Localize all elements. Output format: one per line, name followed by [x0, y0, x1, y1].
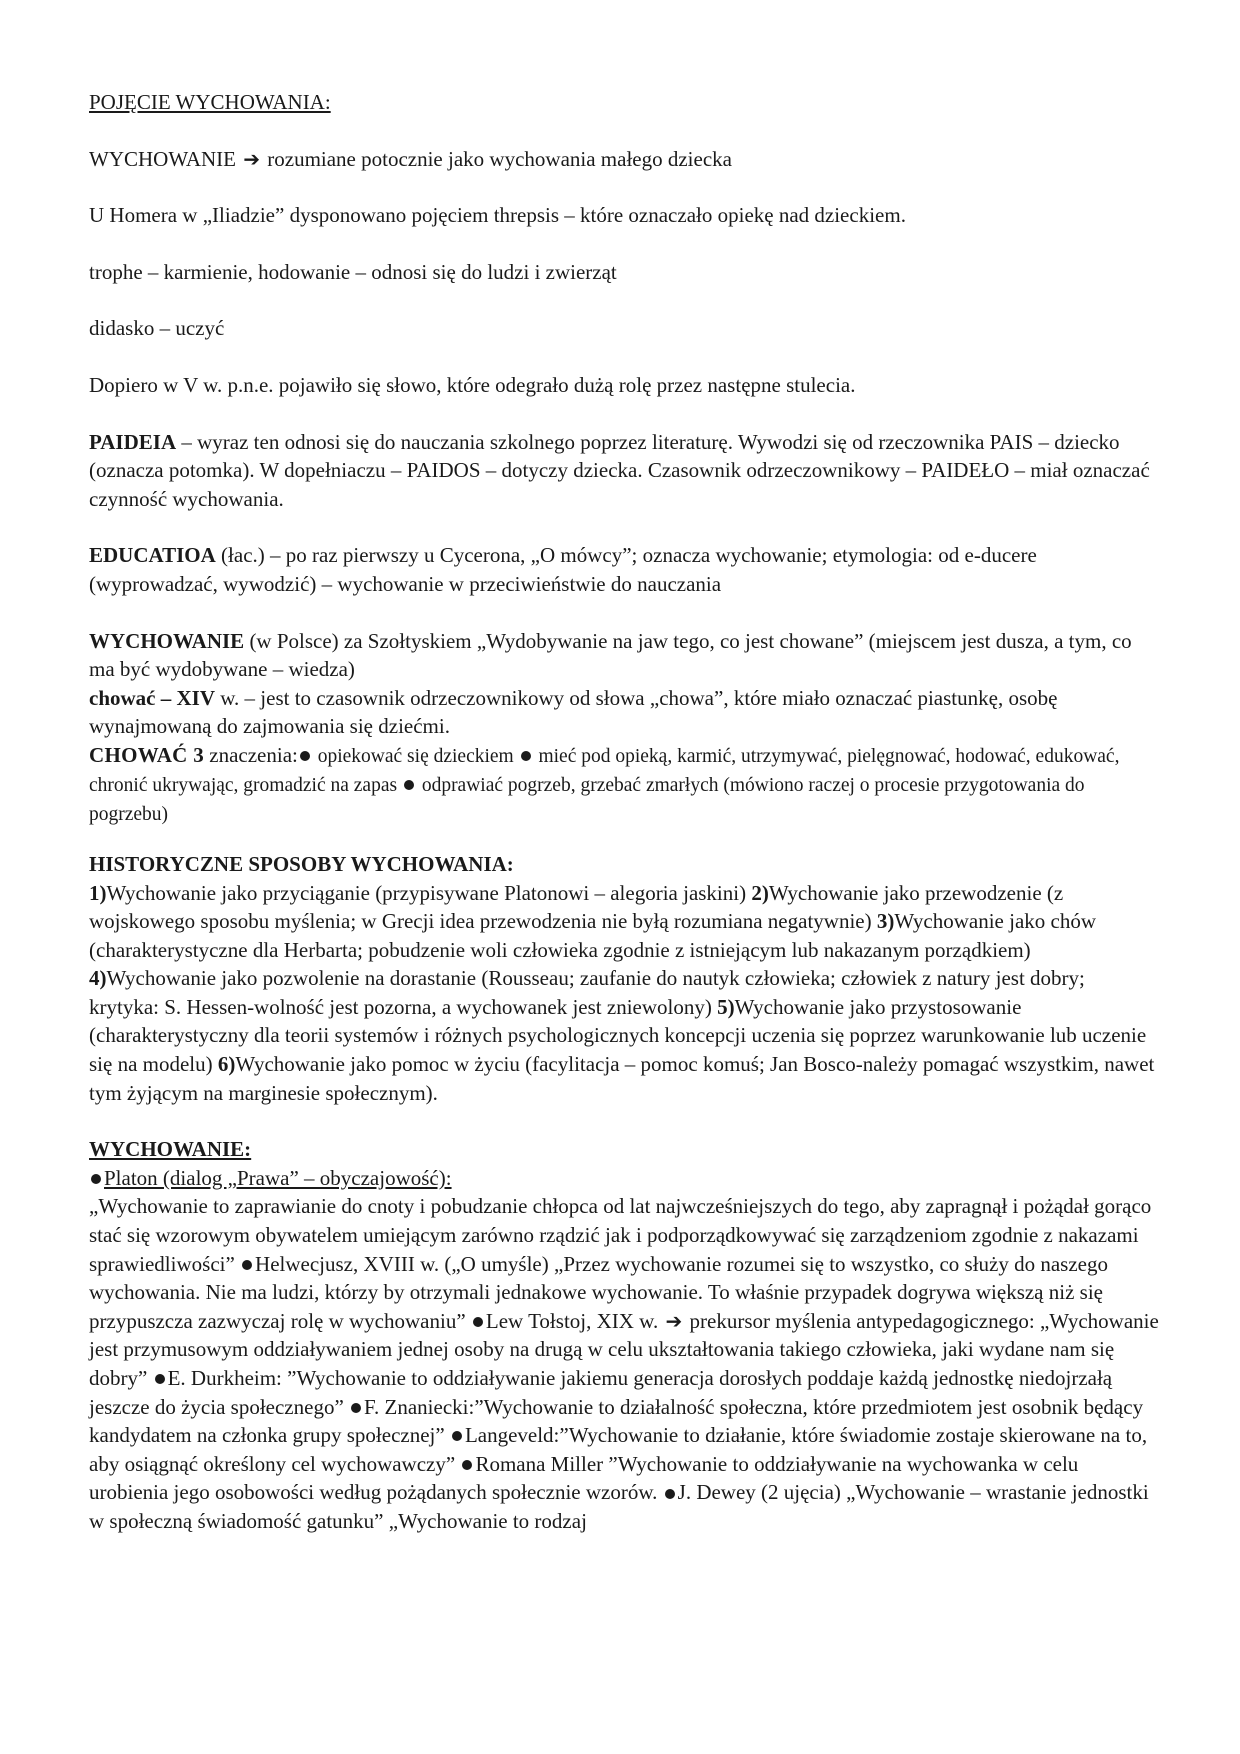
paideia-text: – wyraz ten odnosi się do nauczania szkolnego poprzez literaturę. Wywodzi się od rzeczownika PAIS – dziecko (oznacza potomka). W dopełniaczu – PAIDOS – dotyczy dziecka. Czasownik odrzeczownikowy – PAIDEŁO – miał oznaczać czynność wychowania. [89, 429, 1150, 511]
bullet-icon [452, 1431, 462, 1441]
bullet-icon [404, 780, 414, 790]
bullet-icon [473, 1317, 483, 1327]
paideia-term: PAIDEIA [89, 429, 177, 454]
wychowanie-pl-paragraph [89, 627, 1159, 684]
didasko-paragraph: didasko – uczyć [89, 316, 225, 341]
list-item: Wychowanie jako przyciąganie (przypisywane Platonowi – alegoria jaskini) [106, 880, 752, 905]
page-title: POJĘCIE WYCHOWANIA: [89, 90, 331, 114]
chowac3-item: odprawiać pogrzeb, grzebać zmarłych (mówiono raczej o procesie przygotowania do pogrzebu) [89, 774, 1085, 825]
definition: E. Durkheim: ”Wychowanie to oddziaływanie jakiemu generacja dorosłych poddaje każdą jednostkę niedojrzałą jeszcze do życia społecznego” [89, 1366, 1113, 1419]
definition: Langeveld:”Wychowanie to działanie, które świadomie zostaje skierowane na to, aby osiągnąć określony cel wychowawczy” [89, 1423, 1148, 1476]
bullet-icon [351, 1403, 361, 1413]
educatioa-text: (łac.) – po raz pierwszy u Cycerona, „O mówcy”; oznacza wychowanie; etymologia: od e-ducere (wyprowadzać, wywodzić) – wychowanie w przeciwieństwie do nauczania [89, 543, 1037, 596]
list-number: 5) [717, 994, 735, 1019]
chowac3-item: mieć pod opieką, karmić, utrzymywać, pielęgnować, hodować, edukować, chronić ukrywając, gromadzić na zapas [89, 745, 1120, 796]
chowac3-intro: znaczenia: [204, 742, 298, 767]
definition: Helwecjusz, XVIII w. („O umyśle) „Przez wychowanie rozumei się to wszystko, co służy do naszego wychowania. Nie ma ludzi, którzy by otrzymali jednakowe wychowanie. To właśnie przypadek dogrywa większą niż się przypuszcza zazwyczaj rolę w wychowaniu” [89, 1251, 1108, 1333]
right-arrow-icon: ➔ [665, 1308, 683, 1333]
bullet-icon [155, 1374, 165, 1384]
chowac3-item: opiekować się dzieckiem [312, 745, 519, 767]
list-number: 3) [876, 909, 895, 934]
list-item: Wychowanie jako przystosowanie (charakterystyczny dla teorii systemów i różnych psychologicznych koncepcji uczenia się poprzez warunkowanie lub uczenie się na modelu) [89, 994, 1147, 1077]
bullet-icon [91, 1174, 101, 1184]
chowac-paragraph [89, 684, 1159, 741]
list-item: Wychowanie jako przewodzenie (z wojskowego sposobu myślenia; w Grecji idea przewodzenia nie byłą rozumiana negatywnie) [89, 880, 1064, 934]
trophe-paragraph: trophe – karmienie, hodowanie – odnosi się do ludzi i zwierząt [89, 259, 617, 284]
bullet-icon [521, 751, 531, 761]
list-item: Wychowanie jako pozwolenie na dorastanie (Rousseau; zaufanie do nautyk człowieka; człowiek z natury jest dobry; krytyka: S. Hessen-wolność jest pozorna, a wychowanek jest zniewolony) [89, 966, 1085, 1019]
wychowanie-heading: WYCHOWANIE: [89, 1137, 252, 1162]
chowac3-term: CHOWAĆ 3 [89, 742, 204, 767]
list-number: 4) [89, 966, 107, 991]
document-page [89, 88, 1159, 1536]
list-number: 6) [217, 1052, 236, 1077]
list-number: 2) [751, 880, 769, 905]
chowac-term: chować – XIV [89, 685, 215, 710]
right-arrow-icon: ➔ [243, 146, 260, 171]
bullet-icon [462, 1460, 472, 1470]
definition: Romana Miller ”Wychowanie to oddziaływanie na wychowanka w celu urobienia jego osobowości według pożądanych społecznie wzorów. [89, 1451, 1079, 1505]
dopiero-paragraph: Dopiero w V w. p.n.e. pojawiło się słowo, które odegrało dużą rolę przez następne stulecia. [89, 372, 856, 397]
list-item: Wychowanie jako pomoc w życiu (facylitacja – pomoc komuś; Jan Bosco-należy pomagać wszystkim, nawet tym żyjącym na marginesie społecznym). [89, 1052, 1155, 1105]
intro-desc: rozumiane potocznie jako wychowania małego dziecka [267, 146, 732, 171]
intro-term: WYCHOWANIE [89, 146, 236, 171]
list-item: Wychowanie jako chów (charakterystyczne dla Herbarta; pobudzenie woli człowieka zgodnie z istniejącym lub nakazanym porządkiem) [89, 909, 1097, 962]
platon-line [89, 1164, 1159, 1193]
definition: F. Znaniecki:”Wychowanie to działalność społeczna, które przedmiotem jest osobnik będący kandydatem na członka grupy społecznej” [89, 1394, 1144, 1448]
homer-paragraph: U Homera w „Iliadzie” dysponowano pojęciem threpsis – które oznaczało opiekę nad dzieckiem. [89, 203, 906, 228]
chowac3-paragraph [89, 741, 1159, 828]
list-number: 1) [89, 880, 107, 905]
definition: prekursor myślenia antypedagogicznego: „Wychowanie jest przymusowym oddziaływaniem jednej osoby na drugą w celu ukształtowania takiego człowieka, jaki wydane nam się dobry” [89, 1308, 1159, 1390]
bullet-icon [242, 1260, 252, 1270]
historyczne-paragraph [89, 879, 1159, 1108]
definition: „Wychowanie to zaprawianie do cnoty i pobudzanie chłopca od lat najwcześniejszych do tego, aby zapragnął i pożądał gorąco stać się wzorowym obywatelem umiejącym zarówno rządzić jak i podporządkowywać się zarządzeniom zgodnie z nakazami sprawiedliwości” [89, 1194, 1152, 1276]
wychowanie-pl-text: (w Polsce) za Szołtyskiem „Wydobywanie na jaw tego, co jest chowane” (miejscem jest dusza, a tym, co ma być wydobywane – wiedza) [89, 628, 1132, 682]
chowac-text: w. – jest to czasownik odrzeczownikowy od słowa „chowa”, które miało oznaczać piastunkę, osobę wynajmowaną do zajmowania się dziećmi. [89, 685, 1058, 739]
wychowanie-pl-term: WYCHOWANIE [89, 628, 245, 653]
paideia-paragraph [89, 428, 1159, 514]
bullet-icon [665, 1489, 675, 1499]
definition: Lew Tołstoj, XIX w. [485, 1308, 664, 1333]
bullet-icon [300, 751, 310, 761]
definition: J. Dewey (2 ujęcia) „Wychowanie – wrastanie jednostki w społeczną świadomość gatunku” „Wychowanie to rodzaj [89, 1480, 1149, 1533]
educatioa-paragraph [89, 541, 1159, 598]
definitions-paragraph [89, 1192, 1159, 1535]
educatioa-term: EDUCATIOA [89, 543, 216, 568]
platon-label: Platon (dialog „Prawa” – obyczajowość): [104, 1165, 452, 1190]
intro-line [89, 145, 1159, 174]
historyczne-heading: HISTORYCZNE SPOSOBY WYCHOWANIA: [89, 851, 514, 876]
